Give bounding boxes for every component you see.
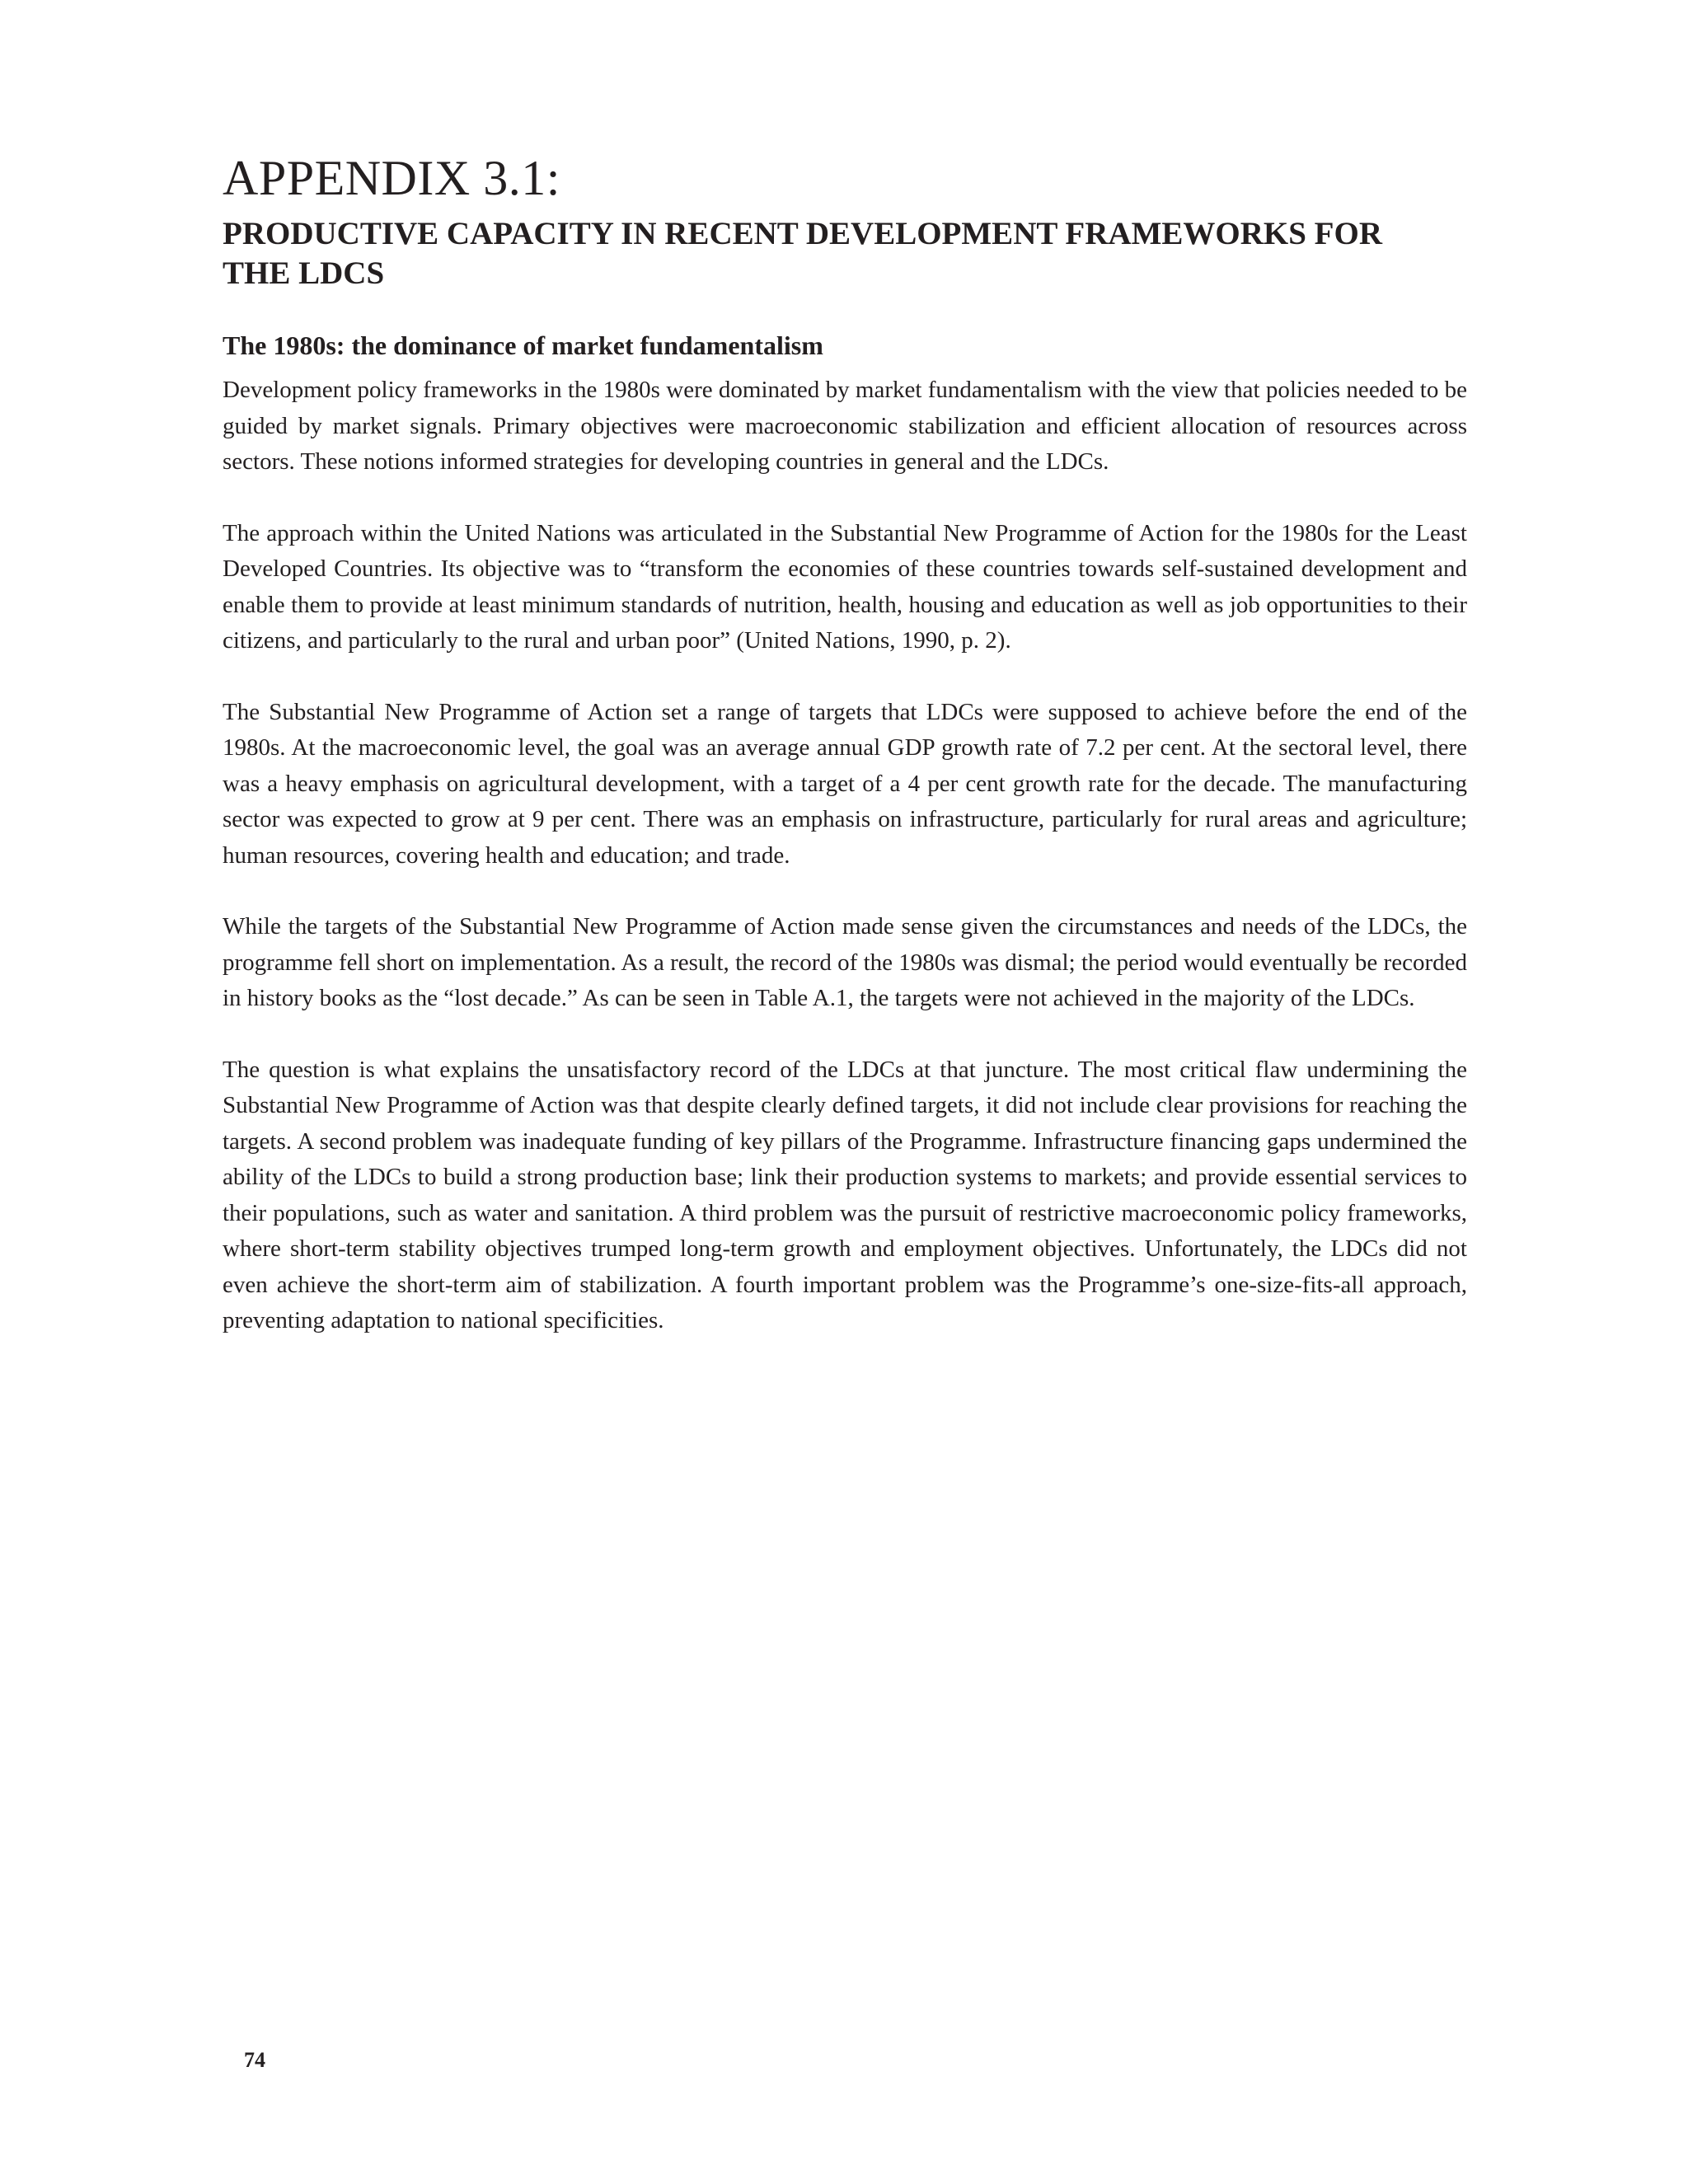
section-heading: The 1980s: the dominance of market fundamentalism [223, 330, 823, 360]
appendix-label: APPENDIX 3.1: [223, 151, 560, 205]
body-paragraph: While the targets of the Substantial New Programme of Action made sense given the circumstances and needs of the LDCs, the programme fell short on implementation. As a result, the record of the 1980s was dismal; the period would eventually be recorded in history books as the “lost decade.” As can be seen in Table A.1, the targets were not achieved in the majority of the LDCs. [223, 913, 1467, 1011]
body-paragraph: The Substantial New Programme of Action set a range of targets that LDCs were supposed to achieve before the end of the 1980s. At the macroeconomic level, the goal was an average annual GDP growth rate of 7.2 per cent. At the sectoral level, there was a heavy emphasis on agricultural development, with a target of a 4 per cent growth rate for the decade. The manufacturing sector was expected to grow at 9 per cent. There was an emphasis on infrastructure, particularly for rural areas and agriculture; human resources, covering health and education; and trade. [223, 698, 1467, 869]
body-paragraph: The approach within the United Nations was articulated in the Substantial New Programme of Action for the 1980s for the Least Developed Countries. Its objective was to “transform the economies of these countries towards self-sustained development and enable them to provide at least minimum standards of nutrition, health, housing and education as well as job opportunities to their citizens, and particularly to the rural and urban poor” (United Nations, 1990, p. 2). [223, 519, 1467, 654]
page-number: 74 [244, 2048, 265, 2072]
body-paragraph: The question is what explains the unsatisfactory record of the LDCs at that juncture. The most critical flaw undermining the Substantial New Programme of Action was that despite clearly defined targets, it did not include clear provisions for reaching the targets. A second problem was inadequate funding of key pillars of the Programme. Infrastructure financing gaps undermined the ability of the LDCs to build a strong production base; link their production systems to markets; and provide essential services to their populations, such as water and sanitation. A third problem was the pursuit of restrictive macroeconomic policy frameworks, where short-term stability objectives trumped long-term growth and employment objectives. Unfortunately, the LDCs did not even achieve the short-term aim of stabilization. A fourth important problem was the Programme’s one-size-fits-all approach, preventing adaptation to national specificities. [223, 1056, 1467, 1333]
appendix-title: PRODUCTIVE CAPACITY IN RECENT DEVELOPMENT FRAMEWORKS FOR THE LDCS [223, 216, 1382, 291]
page-content [223, 148, 1467, 1375]
body-paragraph: Development policy frameworks in the 1980s were dominated by market fundamentalism with the view that policies needed to be guided by market signals. Primary objectives were macroeconomic stabilization and efficient allocation of resources across sectors. These notions informed strategies for developing countries in general and the LDCs. [223, 377, 1467, 475]
